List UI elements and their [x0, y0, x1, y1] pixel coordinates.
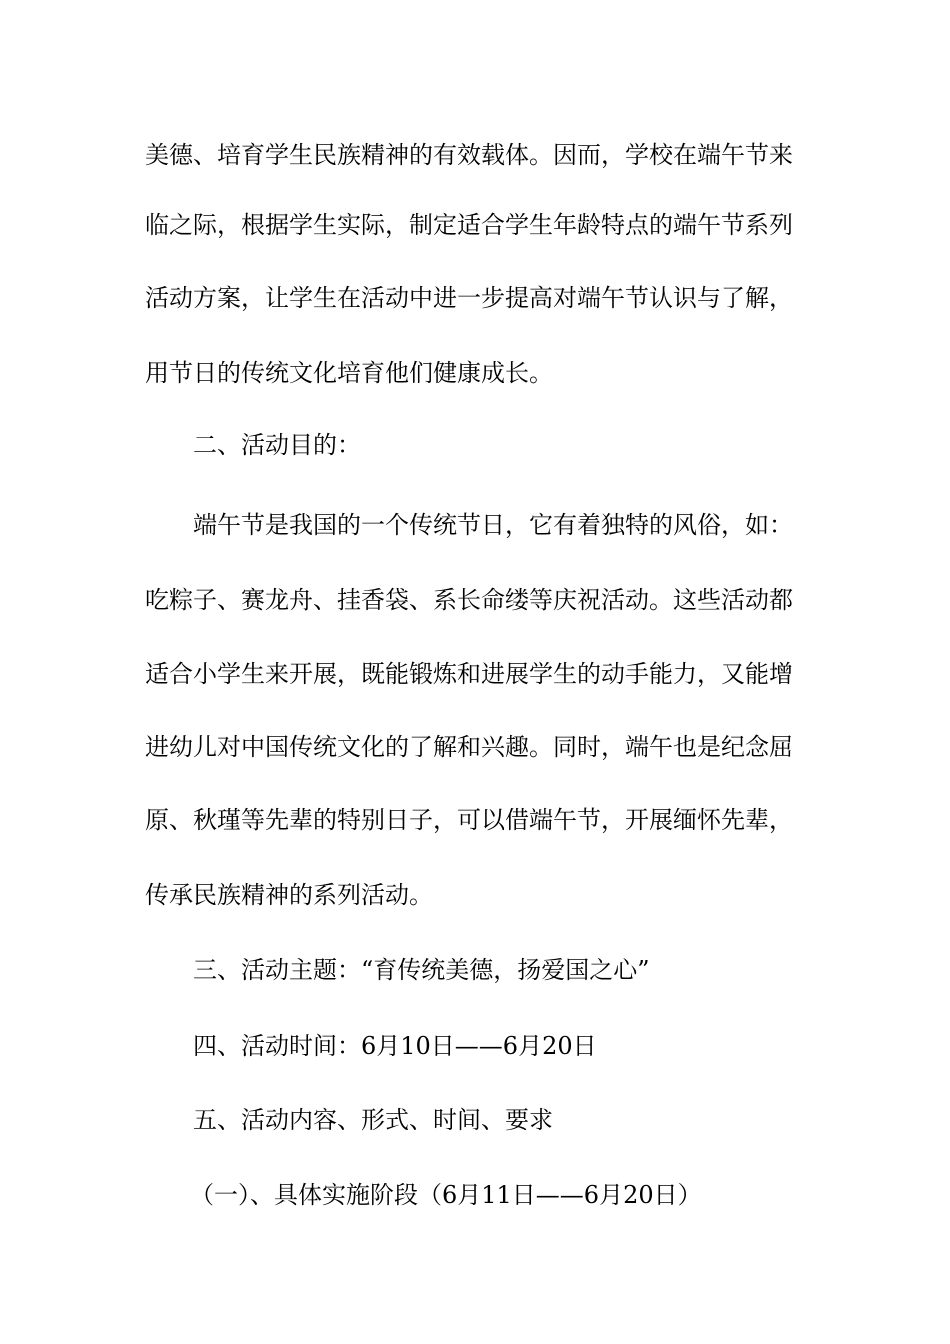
section-heading-content: 五、活动内容、形式、时间、要求: [193, 1106, 553, 1134]
paragraph-line: 美德、培育学生民族精神的有效载体。因而，学校在端午节来: [145, 141, 793, 169]
paragraph-line: 适合小学生来开展，既能锻炼和进展学生的动手能力，又能增: [145, 660, 793, 688]
paragraph-line: 原、秋瑾等先辈的特别日子，可以借端午节，开展缅怀先辈，: [145, 806, 793, 834]
section-heading-time: 四、活动时间：6月10日——6月20日: [193, 1032, 597, 1060]
paragraph-line: 吃粽子、赛龙舟、挂香袋、系长命缕等庆祝活动。这些活动都: [145, 586, 793, 614]
paragraph-line: 临之际，根据学生实际，制定适合学生年龄特点的端午节系列: [145, 211, 793, 239]
paragraph-line: 活动方案，让学生在活动中进一步提高对端午节认识与了解，: [145, 284, 793, 312]
paragraph-line: 进幼儿对中国传统文化的了解和兴趣。同时，端午也是纪念屈: [145, 733, 793, 761]
paragraph-line: 端午节是我国的一个传统节日，它有着独特的风俗，如：: [193, 511, 793, 539]
paragraph-line: 传承民族精神的系列活动。: [145, 881, 433, 909]
paragraph-line: 用节日的传统文化培育他们健康成长。: [145, 359, 553, 387]
section-heading-purpose: 二、活动目的：: [193, 431, 361, 459]
section-heading-theme: 三、活动主题：“育传统美德，扬爱国之心”: [193, 956, 650, 984]
subsection-heading-implementation: （一）、具体实施阶段（6月11日——6月20日）: [190, 1181, 702, 1209]
